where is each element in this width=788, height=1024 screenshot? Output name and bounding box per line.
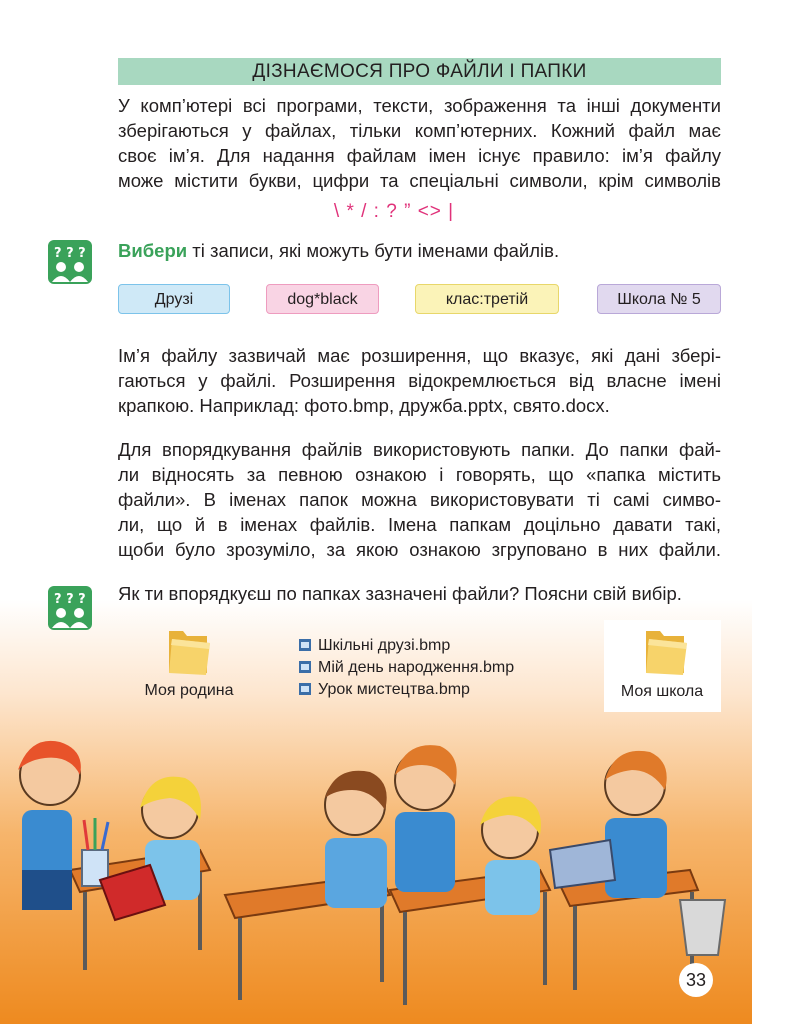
text-line: може містити букви, цифри та спеціальні символи, крім символів (118, 170, 721, 191)
section-title: ДІЗНАЄМОСЯ ПРО ФАЙЛИ І ПАПКИ (118, 58, 721, 85)
pencil-cup (82, 818, 108, 886)
forbidden-symbols: \ * / : ? ” <> | (333, 201, 455, 222)
folder-icon[interactable] (640, 625, 690, 677)
svg-text:? ? ?: ? ? ? (54, 246, 86, 261)
bmp-file-icon (298, 638, 312, 652)
page-margin (752, 0, 788, 1024)
classroom-illustration (0, 720, 752, 1024)
text-line: зберігаються у файлах, тільки комп’ютерних. Кожний файл має (118, 120, 721, 141)
file-item[interactable] (298, 635, 450, 657)
bmp-file-icon (298, 660, 312, 674)
question-task-icon (48, 586, 92, 630)
child (480, 797, 541, 915)
bmp-file-icon (298, 682, 312, 696)
folders-paragraph (118, 437, 721, 562)
file-name: Урок мистецтва.bmp (318, 681, 470, 698)
text-line: Ім’я файлу зазвичай має розширення, що вказує, які дані збері- (118, 345, 721, 366)
page-number: 33 (679, 963, 713, 997)
child (395, 745, 457, 892)
text-line: файли». В іменах папок можна використовувати ті самі симво- (118, 489, 721, 510)
choice-chip-1[interactable]: Друзі (118, 284, 230, 314)
text-line: У комп’ютері всі програми, тексти, зображення та інші документи (118, 95, 721, 116)
choice-chip-3[interactable]: клас:третій (415, 284, 559, 314)
file-name: Мій день народження.bmp (318, 659, 515, 676)
text-line: Для впорядкування файлів використовують папки. До папки фай- (118, 439, 721, 460)
extension-paragraph (118, 343, 721, 418)
task-keyword: Вибери (118, 240, 188, 261)
file-item[interactable] (298, 657, 514, 679)
folder-icon[interactable] (163, 625, 213, 677)
choice-chip-2[interactable]: dog*black (266, 284, 379, 314)
task-1 (118, 238, 559, 263)
text-line: ли, що й в іменах файлів. Імена папкам доцільно давати такі, (118, 514, 721, 535)
text-line: щоби було зрозуміло, за якою ознакою згруповано в них файли. (118, 539, 721, 560)
child (18, 741, 81, 910)
file-item[interactable] (298, 679, 470, 701)
task-2: Як ти впорядкуєш по папках зазначені файли? Поясни свій вибір. (118, 583, 682, 604)
file-name: Шкільні друзі.bmp (318, 637, 451, 654)
folder-label-right: Моя школа (620, 683, 704, 700)
folder-label-left: Моя родина (144, 682, 234, 699)
text-line: своє ім’я. Для надання файлам імен існує правило: ім’я файлу (118, 145, 721, 166)
choice-chip-4[interactable]: Школа № 5 (597, 284, 721, 314)
svg-text:? ? ?: ? ? ? (54, 592, 86, 607)
task-text: ті записи, які можуть бути іменами файлів. (187, 240, 560, 261)
intro-paragraph (118, 93, 721, 193)
question-task-icon (48, 240, 92, 284)
text-line: крапкою. Наприклад: фото.bmp, дружба.pptx, свято.docx. (118, 395, 610, 416)
waste-basket (680, 900, 725, 955)
text-line: ли відносять за певною ознакою і говорять, що «папка містить (118, 464, 721, 485)
child (325, 771, 387, 908)
text-line: гаються у файлі. Розширення відокремлюється від власне імені (118, 370, 721, 391)
laptop (550, 840, 615, 888)
